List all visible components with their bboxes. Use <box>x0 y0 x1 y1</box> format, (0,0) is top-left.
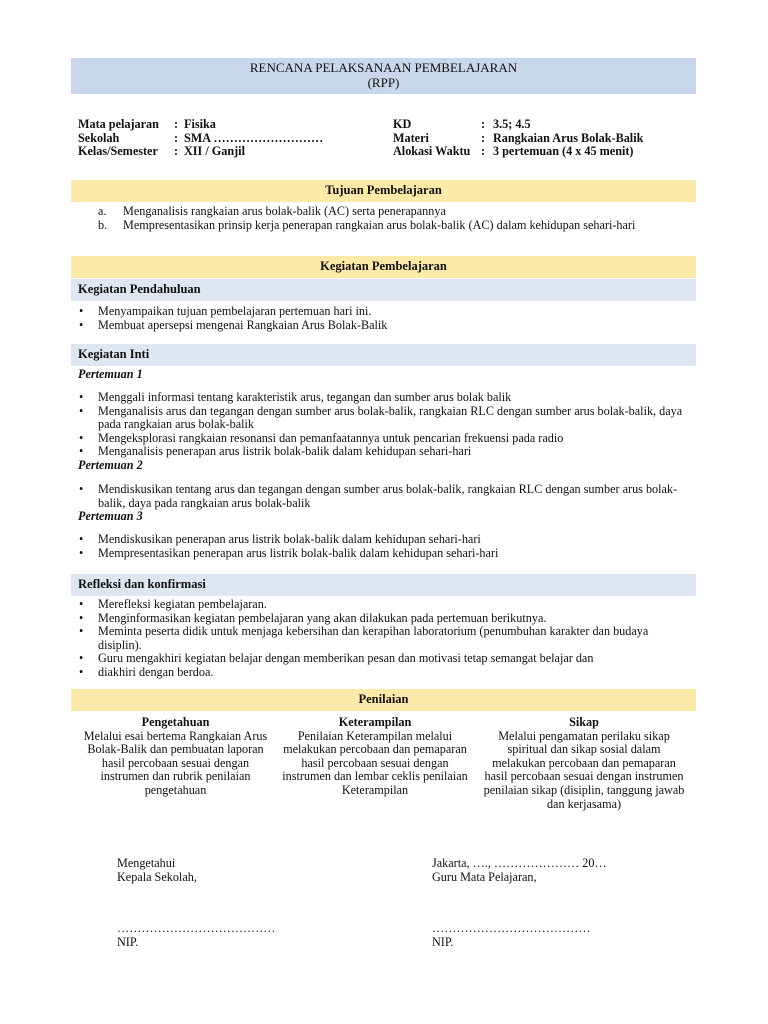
list-item: • Menganalisis arus dan tegangan dengan sumber arus bolak-balik, rangkaian RLC dengan sumber arus bolak-balik, daya pada rangkaian arus bolak-balik <box>79 403 683 432</box>
list-text: Menganalisis rangkaian arus bolak-balik (AC) serta penerapannya <box>123 204 446 218</box>
kegiatan-heading: Kegiatan Pembelajaran <box>320 259 447 273</box>
penilaian-column-title: Keterampilan <box>338 715 412 729</box>
identity-colon: : <box>481 144 486 159</box>
list-item: • Mendiskusikan tentang arus dan tegangan dengan sumber arus bolak-balik, rangkaian RLC dengan sumber arus bolak-balik, daya pada rangkaian arus bolak-balik <box>79 482 678 510</box>
list-item: • diakhiri dengan berdoa. <box>79 664 214 679</box>
list-text: Menginformasikan kegiatan pembelajaran yang akan dilakukan pada pertemuan berikutnya. <box>98 610 547 625</box>
identity-value: XII / Ganjil <box>184 144 245 159</box>
identity-colon: : <box>481 117 486 131</box>
list-text: Mempresentasikan prinsip kerja penerapan rangkaian arus bolak-balik (AC) dalam kehidupan sehari-hari <box>123 217 636 232</box>
identity-value: SMA ……………………… <box>184 130 324 145</box>
pertemuan-2-label: Pertemuan 2 <box>78 458 143 472</box>
identity-row <box>393 132 693 146</box>
pertemuan-2-list <box>78 483 688 510</box>
identity-label: Sekolah <box>78 130 120 145</box>
identity-colon: : <box>174 144 179 159</box>
identity-label: Mata pelajaran <box>78 117 159 131</box>
title-line-2: (RPP) <box>367 75 400 90</box>
identity-value: 3 pertemuan (4 x 45 menit) <box>493 144 634 159</box>
identity-row <box>393 118 693 132</box>
pertemuan-1-label: Pertemuan 1 <box>78 367 143 381</box>
list-item: • Membuat apersepsi mengenai Rangkaian Arus Bolak-Balik <box>79 317 388 332</box>
tujuan-list <box>98 205 688 232</box>
list-text: Menganalisis arus dan tegangan dengan sumber arus bolak-balik, rangkaian RLC dengan sumber arus bolak-balik, daya pada rangkaian arus bolak-balik <box>98 403 683 432</box>
list-item: • Meminta peserta didik untuk menjaga kebersihan dan kerapihan laboratorium (penumbuhan karakter dan budaya disiplin). <box>79 624 649 652</box>
signature-left-line1: Mengetahui <box>117 856 176 870</box>
identity-right <box>393 118 693 159</box>
list-text: Menggali informasi tentang karakteristik arus, tegangan dan sumber arus bolak balik <box>98 390 512 404</box>
identity-value: Rangkaian Arus Bolak-Balik <box>493 130 644 145</box>
identity-left <box>78 118 378 159</box>
list-text: Mendiskusikan tentang arus dan tegangan dengan sumber arus bolak-balik, rangkaian RLC dengan sumber arus bolak-balik, daya pada rangkaian arus bolak-balik <box>98 482 678 510</box>
list-item: • Menggali informasi tentang karakteristik arus, tegangan dan sumber arus bolak balik <box>79 390 512 404</box>
list-text: Mendiskusikan penerapan arus listrik bolak-balik dalam kehidupan sehari-hari <box>98 532 481 546</box>
identity-row <box>393 145 693 159</box>
list-text: Menganalisis penerapan arus listrik bolak-balik dalam kehidupan sehari-hari <box>98 444 472 459</box>
penilaian-sikap <box>481 716 687 811</box>
identity-label: Materi <box>393 130 429 145</box>
penilaian-pengetahuan <box>78 716 273 798</box>
list-text: diakhiri dengan berdoa. <box>98 664 214 679</box>
list-item: • Menginformasikan kegiatan pembelajaran yang akan dilakukan pada pertemuan berikutnya. <box>79 610 547 625</box>
identity-label: KD <box>393 117 412 131</box>
identity-colon: : <box>481 130 486 145</box>
list-item: • Merefleksi kegiatan pembelajaran. <box>79 597 267 611</box>
penilaian-column-text: Melalui pengamatan perilaku sikap spiritual dan sikap sosial dalam melakukan percobaan dan pemaparan hasil percobaan sesuai dengan instrumen penilaian sikap (disiplin, tanggung jawab dan kerjasama) <box>483 728 685 811</box>
list-item: • Mendiskusikan penerapan arus listrik bolak-balik dalam kehidupan sehari-hari <box>79 532 481 546</box>
signature-left-nip: NIP. <box>117 934 139 949</box>
inti-heading: Kegiatan Inti <box>78 347 150 361</box>
signature-left <box>117 857 337 949</box>
signature-right-dots: ………………………………… <box>432 921 591 936</box>
penilaian-column-title: Pengetahuan <box>141 715 210 729</box>
list-text: Merefleksi kegiatan pembelajaran. <box>98 597 267 611</box>
refleksi-heading: Refleksi dan konfirmasi <box>78 577 206 591</box>
pendahuluan-heading: Kegiatan Pendahuluan <box>78 282 201 296</box>
title-line-1: RENCANA PELAKSANAAN PEMBELAJARAN <box>249 60 518 75</box>
penilaian-column-title: Sikap <box>569 715 599 729</box>
list-marker: a. <box>98 204 107 218</box>
identity-row <box>78 132 378 146</box>
pertemuan-1-list <box>78 391 688 459</box>
penilaian-column-text: Melalui esai bertema Rangkaian Arus Bolak-Balik dan pembuatan laporan hasil percobaan sesuai dengan instrumen dan rubrik penilaian pengetahuan <box>83 728 268 797</box>
identity-colon: : <box>174 117 179 131</box>
inti-heading-bar <box>71 344 696 366</box>
pendahuluan-list <box>78 305 688 332</box>
penilaian-heading: Penilaian <box>358 692 409 706</box>
list-item: • Guru mengakhiri kegiatan belajar dengan memberikan pesan dan motivasi tetap semangat belajar dan <box>79 651 594 666</box>
signature-right <box>432 857 672 949</box>
list-text: Menyampaikan tujuan pembelajaran pertemuan hari ini. <box>98 304 372 318</box>
signature-left-line2: Kepala Sekolah, <box>117 869 197 884</box>
list-text: Membuat apersepsi mengenai Rangkaian Arus Bolak-Balik <box>98 317 388 332</box>
document-title <box>71 60 696 90</box>
penilaian-keterampilan <box>282 716 468 798</box>
list-text: Meminta peserta didik untuk menjaga kebersihan dan kerapihan laboratorium (penumbuhan karakter dan budaya disiplin). <box>98 624 649 652</box>
list-item: • Mempresentasikan penerapan arus listrik bolak-balik dalam kehidupan sehari-hari <box>79 545 499 560</box>
list-marker: b. <box>98 217 108 232</box>
identity-label: Kelas/Semester <box>78 144 158 159</box>
identity-value: 3.5; 4.5 <box>493 117 531 131</box>
list-text: Guru mengakhiri kegiatan belajar dengan memberikan pesan dan motivasi tetap semangat belajar dan <box>98 651 594 666</box>
identity-row <box>78 145 378 159</box>
list-text: Mempresentasikan penerapan arus listrik bolak-balik dalam kehidupan sehari-hari <box>98 545 499 560</box>
pertemuan-3-list <box>78 533 688 560</box>
signature-right-line1: Jakarta, …., ………………… 20… <box>432 856 607 870</box>
list-item: • Menganalisis penerapan arus listrik bolak-balik dalam kehidupan sehari-hari <box>79 444 472 459</box>
list-item <box>98 205 688 219</box>
identity-row <box>78 118 378 132</box>
list-item <box>98 219 688 233</box>
list-text: Mengeksplorasi rangkaian resonansi dan pemanfaatannya untuk pencarian frekuensi pada radio <box>98 430 564 445</box>
list-item: • Mengeksplorasi rangkaian resonansi dan pemanfaatannya untuk pencarian frekuensi pada radio <box>79 430 564 445</box>
tujuan-heading: Tujuan Pembelajaran <box>325 183 442 197</box>
penilaian-column-text: Penilaian Keterampilan melalui melakukan percobaan dan pemaparan hasil percobaan sesuai dengan instrumen dan lembar ceklis penilaian Keterampilan <box>282 728 468 797</box>
identity-label: Alokasi Waktu <box>393 144 471 159</box>
refleksi-list <box>78 598 688 680</box>
identity-value: Fisika <box>184 117 216 131</box>
signature-left-dots: ………………………………… <box>117 921 276 936</box>
signature-right-line2: Guru Mata Pelajaran, <box>432 869 537 884</box>
identity-colon: : <box>174 130 179 145</box>
signature-right-nip: NIP. <box>432 934 454 949</box>
list-item: • Menyampaikan tujuan pembelajaran pertemuan hari ini. <box>79 304 372 318</box>
pertemuan-3-label: Pertemuan 3 <box>78 509 143 523</box>
